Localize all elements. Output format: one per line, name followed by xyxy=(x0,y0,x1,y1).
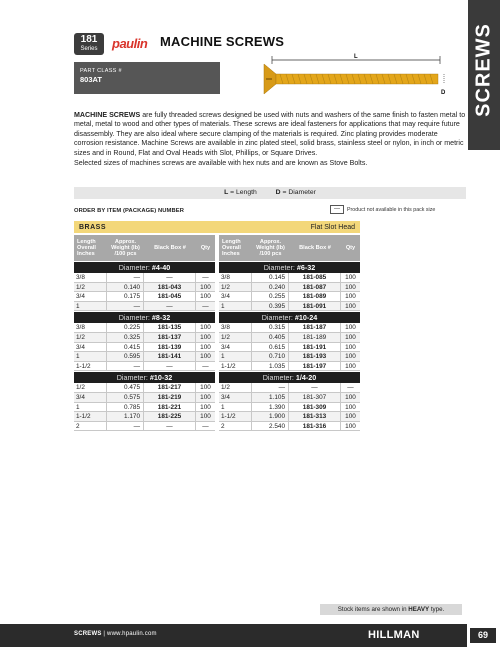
length-cell: 1 xyxy=(74,403,107,412)
weight-cell: 0.225 xyxy=(107,323,144,332)
item-number-cell: 181-189 xyxy=(289,333,341,342)
length-cell: 1-1/2 xyxy=(219,362,252,371)
item-number-cell: — xyxy=(144,362,196,371)
item-number-cell: 181-191 xyxy=(289,343,341,352)
length-cell: 3/8 xyxy=(219,323,252,332)
item-number-cell: 181-316 xyxy=(289,422,341,431)
diameter-header xyxy=(74,312,215,323)
qty-cell: 100 xyxy=(200,283,211,291)
weight-cell: 1.390 xyxy=(252,403,289,412)
weight-cell: — xyxy=(107,273,144,282)
item-number-cell: 181-045 xyxy=(144,292,196,301)
weight-cell: — xyxy=(107,362,144,371)
item-number-cell: 181-219 xyxy=(144,393,196,402)
length-cell: 3/8 xyxy=(219,273,252,282)
qty-cell: — xyxy=(202,362,209,370)
item-number-cell: 181-139 xyxy=(144,343,196,352)
qty-cell: 100 xyxy=(345,422,356,430)
weight-cell: 0.395 xyxy=(252,302,289,311)
weight-cell: 0.615 xyxy=(252,343,289,352)
qty-cell: 100 xyxy=(345,302,356,310)
page-title: MACHINE SCREWS xyxy=(160,34,285,49)
qty-cell: — xyxy=(202,302,209,310)
item-number-cell: 181-089 xyxy=(289,292,341,301)
table-row xyxy=(219,412,360,422)
product-table xyxy=(74,221,360,431)
length-cell: 1-1/2 xyxy=(74,412,107,421)
length-cell: 1 xyxy=(74,352,107,361)
length-cell: 1 xyxy=(219,352,252,361)
material-label: BRASS xyxy=(79,223,107,231)
order-title: ORDER BY ITEM (PACKAGE) NUMBER xyxy=(74,208,185,214)
table-row xyxy=(219,422,360,432)
qty-cell: 100 xyxy=(345,403,356,411)
diameter-value: #8-32 xyxy=(151,313,171,323)
qty-cell: 100 xyxy=(345,353,356,361)
item-number-cell: 181-313 xyxy=(289,412,341,421)
weight-cell: 0.325 xyxy=(107,333,144,342)
weight-cell: 0.140 xyxy=(107,283,144,292)
not-available-key xyxy=(330,205,435,214)
table-column-right xyxy=(219,235,360,431)
column-header: Qty xyxy=(345,244,356,251)
intro-lead: MACHINE SCREWS xyxy=(74,111,141,119)
qty-cell: 100 xyxy=(345,333,356,341)
length-cell: 1/2 xyxy=(219,333,252,342)
table-row xyxy=(74,273,215,283)
page-number-box xyxy=(467,624,500,647)
diameter-prefix: Diameter: xyxy=(263,263,295,272)
table-row xyxy=(219,343,360,353)
length-cell: 1/2 xyxy=(74,283,107,292)
diameter-header xyxy=(74,372,215,383)
table-row xyxy=(219,393,360,403)
diameter-value: #4-40 xyxy=(151,263,171,272)
length-cell: 3/4 xyxy=(219,292,252,301)
stock-note-heavy: HEAVY xyxy=(408,606,430,613)
item-number-cell: 181-225 xyxy=(144,412,196,421)
diameter-header xyxy=(74,262,215,273)
weight-cell: 1.170 xyxy=(107,412,144,421)
column-header: Black Box # xyxy=(154,244,186,251)
head-type-label: Flat Slot Head xyxy=(310,223,355,231)
item-number-cell: 181-137 xyxy=(144,333,196,342)
weight-cell: — xyxy=(107,302,144,311)
length-cell: 1-1/2 xyxy=(219,412,252,421)
weight-cell: 0.145 xyxy=(252,273,289,282)
item-number-cell: 181-091 xyxy=(289,302,341,311)
length-cell: 1 xyxy=(219,403,252,412)
item-number-cell: 181-221 xyxy=(144,403,196,412)
qty-cell: 100 xyxy=(200,343,211,351)
weight-cell: 0.240 xyxy=(252,283,289,292)
qty-cell: 100 xyxy=(200,393,211,401)
table-header xyxy=(74,235,215,261)
weight-cell: 0.710 xyxy=(252,352,289,361)
weight-cell: 0.255 xyxy=(252,292,289,301)
length-cell: 1/2 xyxy=(219,283,252,292)
series-badge xyxy=(74,33,104,55)
length-cell: 1/2 xyxy=(74,383,107,392)
footer-separator: | xyxy=(101,631,108,637)
item-number-cell: 181-193 xyxy=(289,352,341,361)
length-cell: 1 xyxy=(74,302,107,311)
stock-note xyxy=(320,604,462,615)
hillman-logo: HILLMAN xyxy=(368,629,420,641)
table-row xyxy=(219,323,360,333)
stock-note-before: Stock items are shown in xyxy=(337,606,409,613)
table-row xyxy=(74,422,215,432)
table-row xyxy=(74,323,215,333)
intro-text xyxy=(74,111,466,169)
diameter-header xyxy=(219,372,360,383)
item-number-cell: — xyxy=(144,273,196,282)
weight-cell: 0.595 xyxy=(107,352,144,361)
diameter-label: D xyxy=(441,90,446,96)
table-row xyxy=(219,283,360,293)
diameter-value: 1/4-20 xyxy=(295,373,317,383)
column-header: Qty xyxy=(200,244,211,251)
table-row xyxy=(74,343,215,353)
column-header: Length Overall Inches xyxy=(222,238,241,258)
weight-cell: 1.105 xyxy=(252,393,289,402)
length-cell: 3/4 xyxy=(219,343,252,352)
qty-cell: — xyxy=(202,422,209,430)
item-number-cell: 181-309 xyxy=(289,403,341,412)
weight-cell: 0.575 xyxy=(107,393,144,402)
length-label: L xyxy=(354,54,358,60)
diameter-prefix: Diameter: xyxy=(262,373,294,383)
legend-l-text: = Length xyxy=(228,189,257,196)
diameter-header xyxy=(219,312,360,323)
series-label: Series xyxy=(80,46,98,52)
intro-paragraph-1 xyxy=(74,111,466,158)
column-header: Black Box # xyxy=(299,244,331,251)
part-class-label: PART CLASS # xyxy=(80,68,122,74)
length-cell: 1-1/2 xyxy=(74,362,107,371)
item-number-cell: 181-087 xyxy=(289,283,341,292)
qty-cell: 100 xyxy=(345,324,356,332)
legend-d-key: D xyxy=(275,189,281,196)
qty-cell: 100 xyxy=(200,403,211,411)
dimension-legend xyxy=(74,187,466,199)
diameter-value: #6-32 xyxy=(296,263,316,272)
qty-cell: 100 xyxy=(200,293,211,301)
diameter-prefix: Diameter: xyxy=(118,313,150,323)
intro-body: are fully threaded screws designed be used with nuts and washers of the same finish to fasten metal to metal, metal to wood and other types of materials. These screws are ideal fasteners for applications that may require future disassembly. They are also ideal where secure clamping of the materials is required. Zinc plating provides moderate corrosion resistance. Machine Screws are available in zinc plated steel, solid brass, stainless steel or nylon, in inch or metric sizes and in Round, Flat and Oval Heads with Slot, Phillips, or Square Drives. xyxy=(74,111,466,157)
table-header xyxy=(219,235,360,261)
table-row xyxy=(74,283,215,293)
side-tab xyxy=(468,0,500,150)
length-cell: 1/2 xyxy=(219,383,252,392)
legend-d-text: = Diameter xyxy=(280,189,316,196)
item-number-cell: 181-043 xyxy=(144,283,196,292)
weight-cell: 0.475 xyxy=(107,383,144,392)
item-number-cell: 181-217 xyxy=(144,383,196,392)
part-class-number: 803AT xyxy=(80,75,102,84)
not-available-symbol: — xyxy=(330,205,344,214)
weight-cell: — xyxy=(252,383,289,392)
length-cell: 3/4 xyxy=(74,393,107,402)
column-header: Approx. Weight (lb) /100 pcs xyxy=(111,238,140,258)
diameter-header xyxy=(219,262,360,273)
length-cell: 3/4 xyxy=(74,292,107,301)
screw-diagram xyxy=(260,50,450,100)
item-number-cell: 181-307 xyxy=(289,393,341,402)
qty-cell: 100 xyxy=(345,283,356,291)
qty-cell: 100 xyxy=(200,324,211,332)
qty-cell: 100 xyxy=(345,393,356,401)
qty-cell: 100 xyxy=(345,343,356,351)
qty-cell: 100 xyxy=(200,353,211,361)
weight-cell: 0.175 xyxy=(107,292,144,301)
part-class-box xyxy=(74,62,220,94)
table-row xyxy=(74,333,215,343)
column-header: Approx. Weight (lb) /100 pcs xyxy=(256,238,285,258)
table-row xyxy=(74,352,215,362)
table-column-left xyxy=(74,235,215,431)
item-number-cell: — xyxy=(144,422,196,431)
item-number-cell: — xyxy=(144,302,196,311)
weight-cell: 0.315 xyxy=(252,323,289,332)
table-row xyxy=(219,302,360,312)
length-cell: 3/8 xyxy=(74,273,107,282)
qty-cell: 100 xyxy=(345,413,356,421)
weight-cell: 2.540 xyxy=(252,422,289,431)
diameter-prefix: Diameter: xyxy=(118,263,150,272)
weight-cell: — xyxy=(107,422,144,431)
page-number: 69 xyxy=(470,628,496,643)
item-number-cell: 181-135 xyxy=(144,323,196,332)
length-cell: 3/4 xyxy=(74,343,107,352)
weight-cell: 0.785 xyxy=(107,403,144,412)
item-number-cell: 181-197 xyxy=(289,362,341,371)
page-footer xyxy=(0,624,500,647)
qty-cell: 100 xyxy=(200,333,211,341)
table-row xyxy=(74,393,215,403)
weight-cell: 1.035 xyxy=(252,362,289,371)
qty-cell: — xyxy=(347,384,354,392)
stock-note-after: type. xyxy=(429,606,445,613)
series-number: 181 xyxy=(80,34,98,45)
brand-logo: paulin xyxy=(112,36,148,51)
side-tab-label: SCREWS xyxy=(472,23,495,117)
material-bar xyxy=(74,221,360,233)
footer-section: SCREWS xyxy=(74,631,102,637)
table-row xyxy=(74,412,215,422)
not-available-text: Product not available in this pack size xyxy=(347,206,436,213)
footer-text xyxy=(74,631,157,637)
column-header: Length Overall Inches xyxy=(77,238,96,258)
legend-l-key: L xyxy=(224,189,229,196)
item-number-cell: 181-187 xyxy=(289,323,341,332)
qty-cell: — xyxy=(202,274,209,281)
length-cell: 3/8 xyxy=(74,323,107,332)
length-cell: 2 xyxy=(74,422,107,431)
item-number-cell: 181-141 xyxy=(144,352,196,361)
qty-cell: 100 xyxy=(200,384,211,392)
table-row xyxy=(219,383,360,393)
table-row xyxy=(219,292,360,302)
qty-cell: 100 xyxy=(345,362,356,370)
table-row xyxy=(74,292,215,302)
weight-cell: 0.405 xyxy=(252,333,289,342)
table-row xyxy=(219,352,360,362)
item-number-cell: — xyxy=(289,383,341,392)
table-row xyxy=(74,302,215,312)
diameter-prefix: Diameter: xyxy=(116,373,148,383)
table-row xyxy=(219,403,360,413)
length-cell: 3/4 xyxy=(219,393,252,402)
intro-paragraph-2: Selected sizes of machines screws are available with hex nuts and are known as Stove Bolts. xyxy=(74,159,368,168)
item-number-cell: 181-085 xyxy=(289,273,341,282)
diameter-value: #10-32 xyxy=(149,373,173,383)
length-cell: 1/2 xyxy=(74,333,107,342)
table-row xyxy=(219,333,360,343)
table-row xyxy=(219,273,360,283)
weight-cell: 1.900 xyxy=(252,412,289,421)
qty-cell: 100 xyxy=(200,413,211,421)
table-row xyxy=(219,362,360,372)
qty-cell: 100 xyxy=(345,274,356,281)
table-row xyxy=(74,383,215,393)
length-cell: 2 xyxy=(219,422,252,431)
diameter-value: #10-24 xyxy=(294,313,318,323)
table-row xyxy=(74,403,215,413)
weight-cell: 0.415 xyxy=(107,343,144,352)
footer-url: www.hpaulin.com xyxy=(107,631,157,637)
qty-cell: 100 xyxy=(345,293,356,301)
diameter-prefix: Diameter: xyxy=(261,313,293,323)
table-row xyxy=(74,362,215,372)
length-cell: 1 xyxy=(219,302,252,311)
